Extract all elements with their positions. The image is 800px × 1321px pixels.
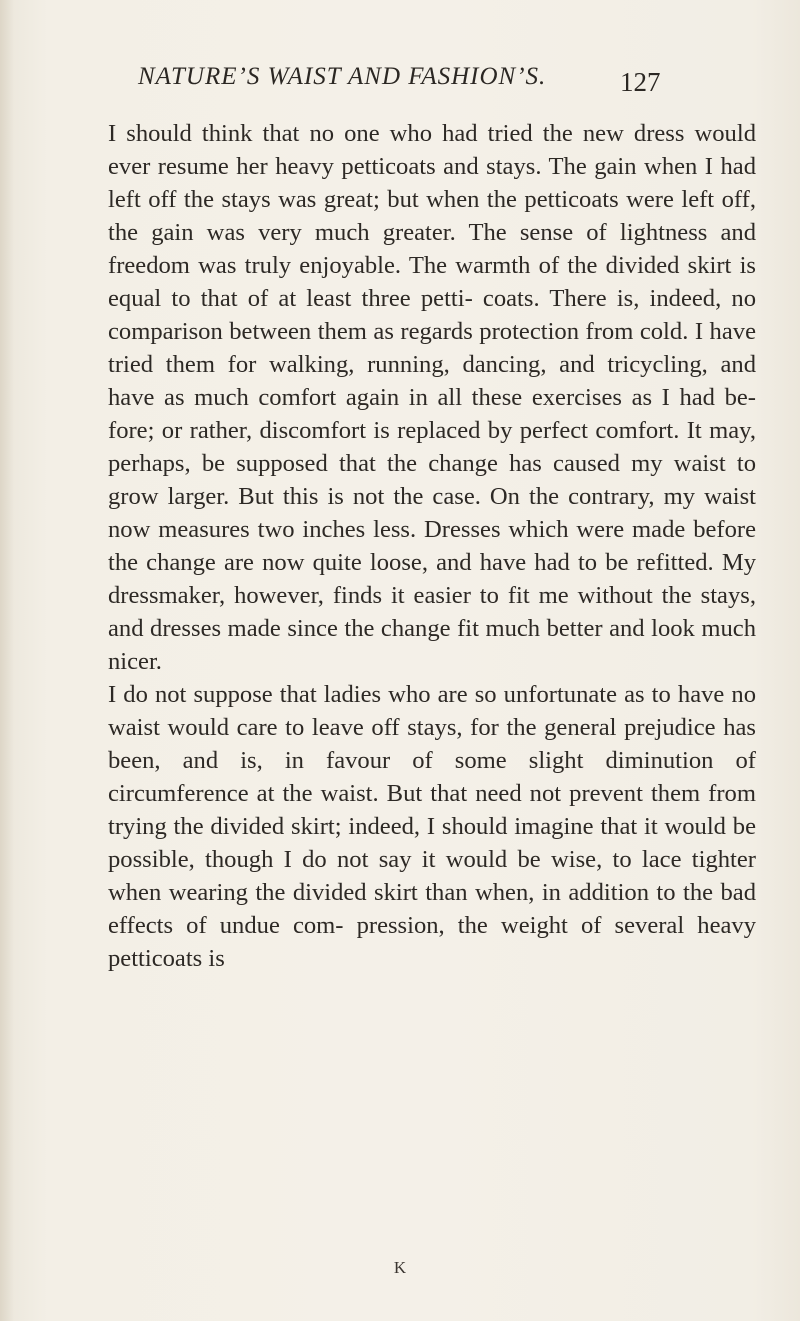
page-gutter-shadow — [0, 0, 14, 1321]
signature-mark: K — [393, 1258, 407, 1277]
body-text — [108, 117, 756, 975]
paragraph: I should think that no one who had tried the new dress would ever resume her heavy petticoats and stays. The gain when I had left off the stays was great; but when the petticoats were left off, the gain was very much greater. The sense of lightness and freedom was truly enjoyable. The warmth of the divided skirt is equal to that of at least three petti- coats. There is, indeed, no comparison between them as regards protection from cold. I have tried them for walking, running, dancing, and tricycling, and have as much comfort again in all these exercises as I had be- fore; or rather, discomfort is replaced by perfect comfort. It may, perhaps, be supposed that the change has caused my waist to grow larger. But this is not the case. On the contrary, my waist now measures two inches less. Dresses which were made before the change are now quite loose, and have had to be refitted. My dressmaker, however, finds it easier to fit me without the stays, and dresses made since the change fit much better and look much nicer. — [108, 120, 756, 675]
page-number: 127 — [620, 67, 661, 97]
running-head: NATURE’S WAIST AND FASHION’S. — [138, 63, 547, 90]
paragraph: I do not suppose that ladies who are so unfortunate as to have no waist would care to leave off stays, for the general prejudice has been, and is, in favour of some slight diminution of circumference at the waist. But that need not prevent them from trying the divided skirt; indeed, I should imagine that it would be possible, though I do not say it would be wise, to lace tighter when wearing the divided skirt than when, in addition to the bad effects of undue com- pression, the weight of several heavy petticoats is — [108, 681, 756, 972]
page-header — [0, 56, 800, 96]
